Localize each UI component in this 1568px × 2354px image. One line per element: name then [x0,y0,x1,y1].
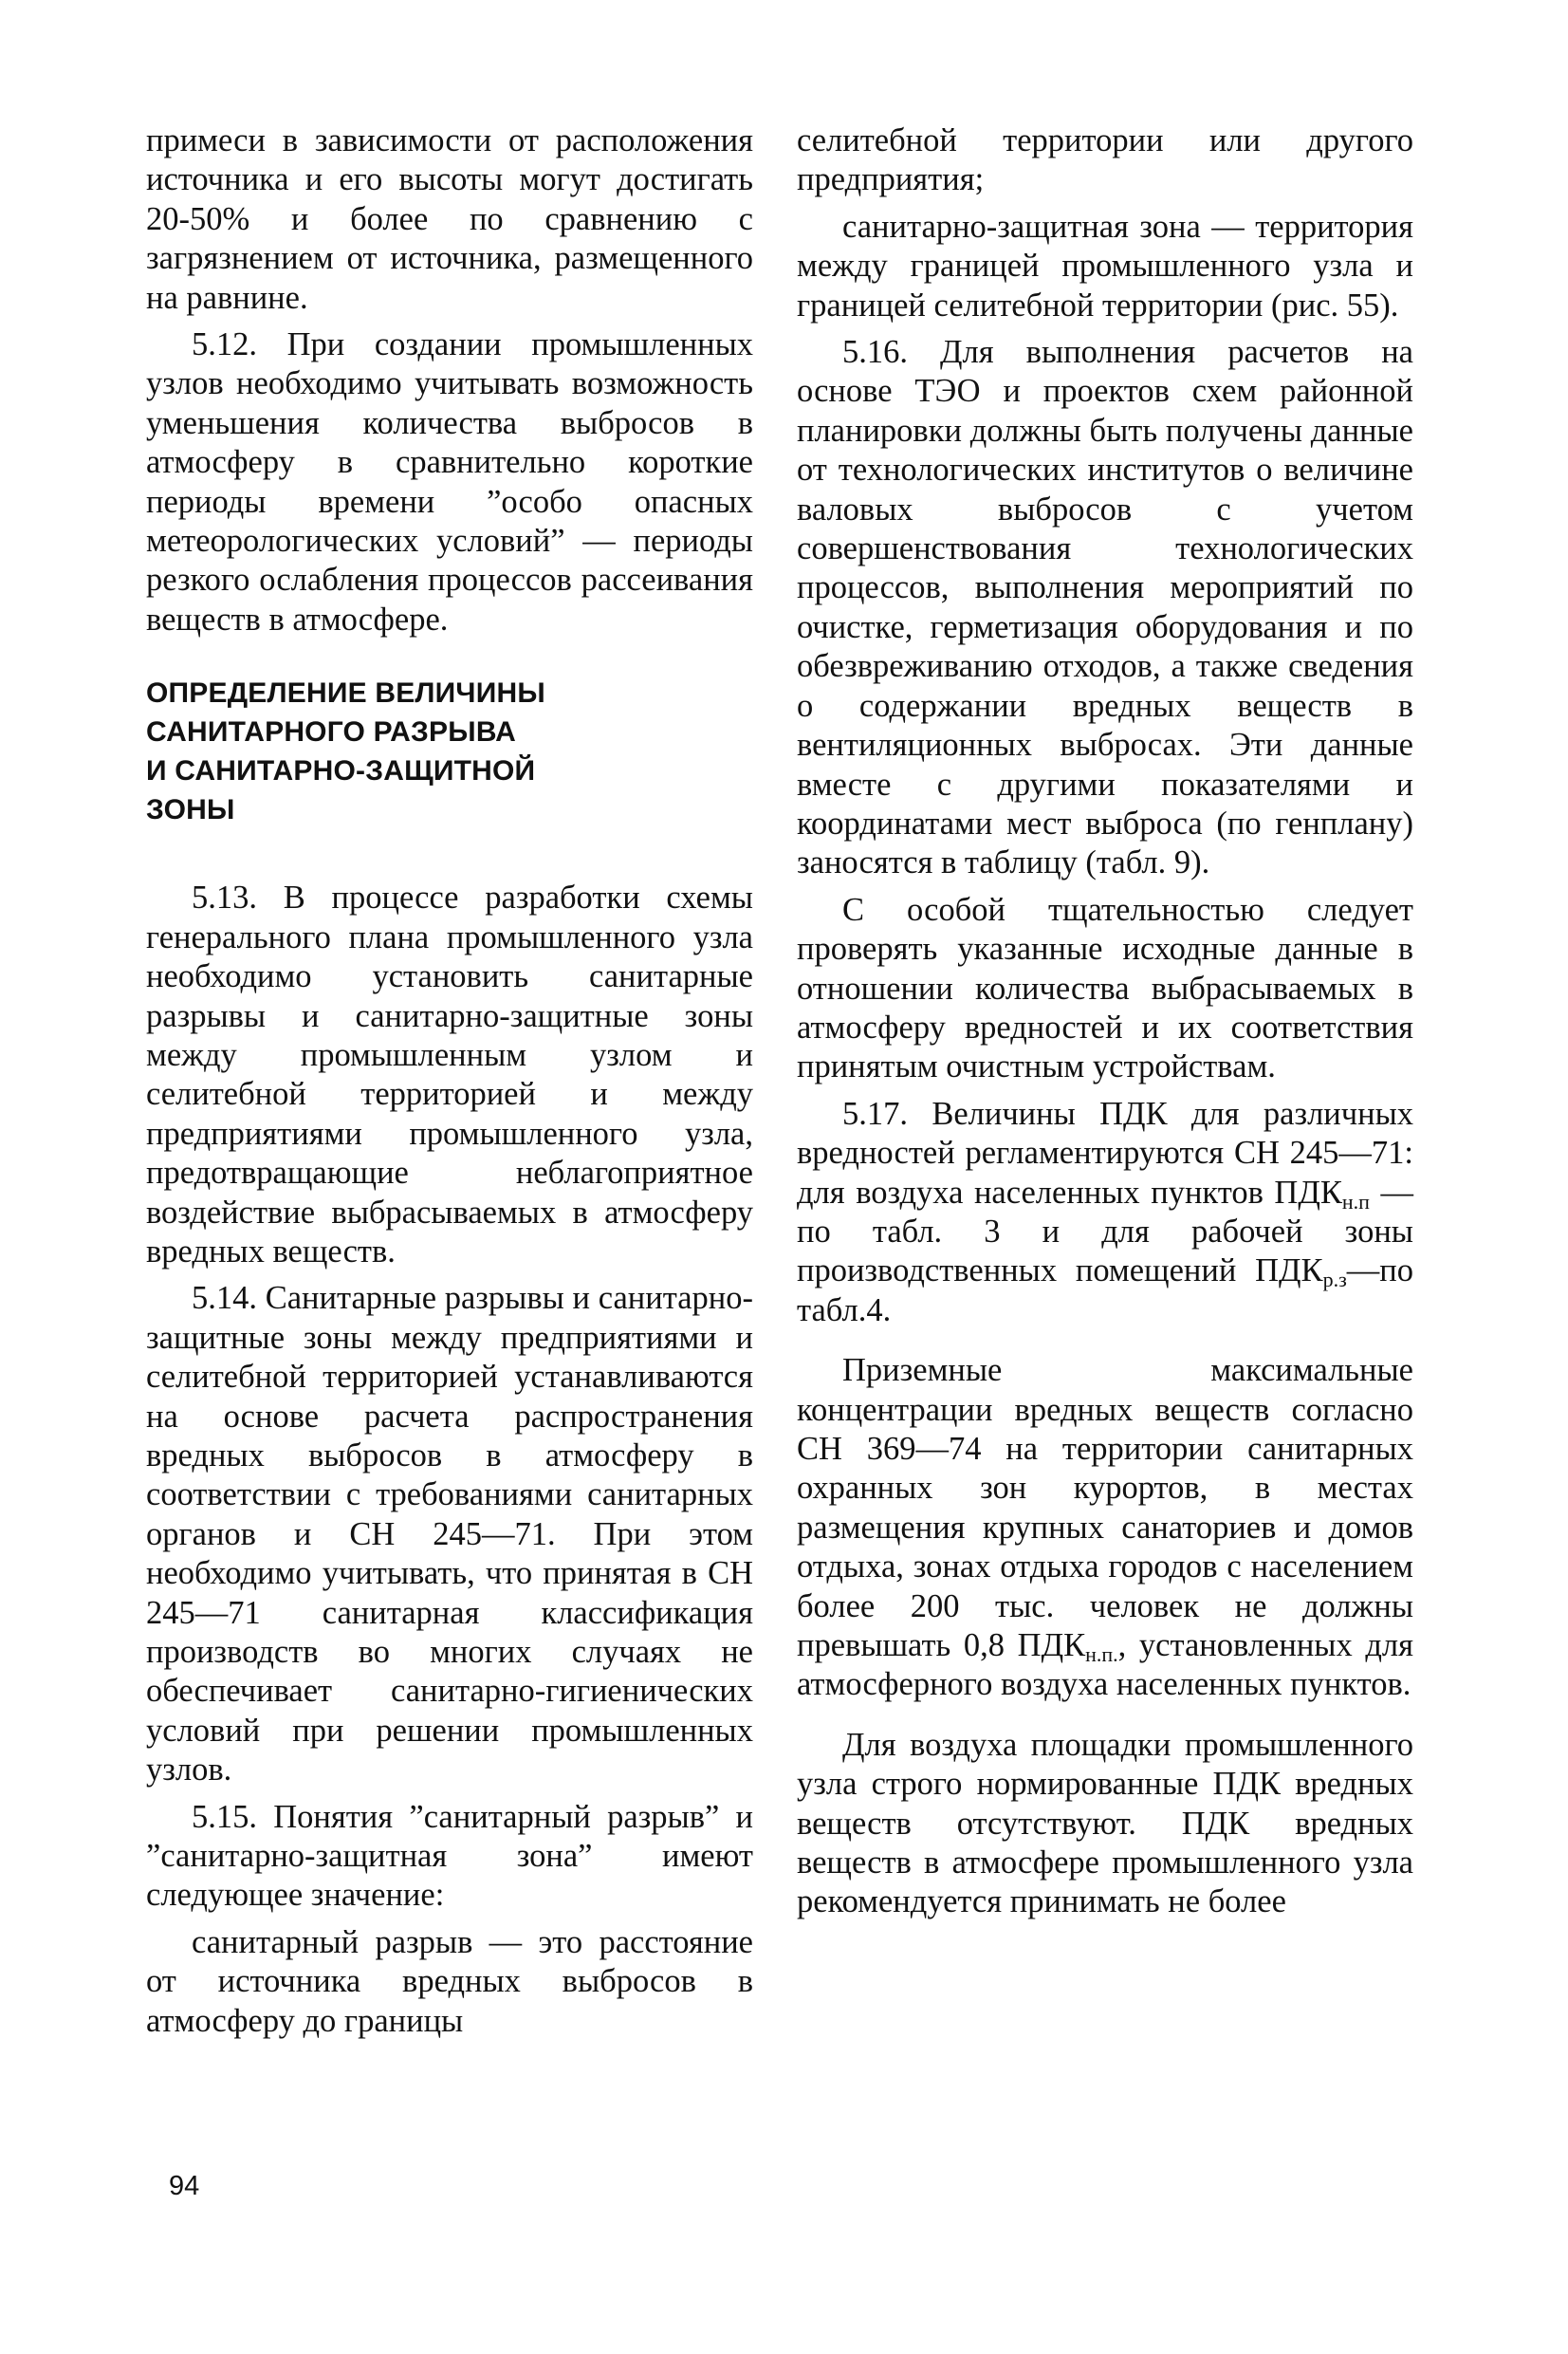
right-column [797,121,1413,1930]
paragraph-continuation: селитебной территории или другого предприятия; [797,122,1413,198]
paragraph-5-17-text-end: —по табл.4. [797,1252,1413,1328]
heading-line: И САНИТАРНО-ЗАЩИТНОЙ [146,755,536,788]
subscript-np-2: н.п. [1085,1642,1118,1667]
heading-line: ОПРЕДЕЛЕНИЕ ВЕЛИЧИНЫ [146,677,545,710]
paragraph-5-17-text: 5.17. Величины ПДК для различных вредностей регламентируются СН 245—71: для воздуха населенных пунктов ПДК [797,1095,1413,1211]
paragraph-definition-sanitary-gap: санитарный разрыв — это расстояние от источника вредных выбросов в атмосферу до границы [146,1923,753,2039]
paragraph-industrial-site-air: Для воздуха площадки промышленного узла строго нормированные ПДК вредных веществ отсутствуют. ПДК вредных веществ в атмосфере промышленного узла рекомендуется принимать не более [797,1726,1413,1920]
heading-line: ЗОНЫ [146,794,235,826]
paragraph-5-12: 5.12. При создании промышленных узлов необходимо учитывать возможность уменьшения количества выбросов в атмосферу в сравнительно короткие периоды времени ”особо опасных метеорологических условий” — периоды резкого ослабления процессов рассеивания веществ в атмосфере. [146,326,753,638]
paragraph-ground-text: Приземные максимальные концентрации вредных веществ согласно СН 369—74 на территории санитарных охранных зон курортов, в местах размещения крупных санаториев и домов отдыха, зонах отдыха городов с населением более 200 тыс. человек не должны превышать 0,8 ПДК [797,1352,1413,1664]
left-column [146,121,753,2048]
subscript-np: н.п [1341,1189,1370,1214]
section-heading [146,674,639,829]
paragraph-ground-text-end: , установленных для атмосферного воздуха населенных пунктов. [797,1627,1413,1703]
heading-line: САНИТАРНОГО РАЗРЫВА [146,716,517,749]
paragraph-5-15: 5.15. Понятия ”санитарный разрыв” и ”санитарно-защитная зона” имеют следующее значение: [146,1798,753,1914]
paragraph-continuation: примеси в зависимости от расположения источника и его высоты могут достигать 20-50% и более по сравнению с загрязнением от источника, размещенного на равнине. [146,122,753,316]
paragraph-5-13: 5.13. В процессе разработки схемы генерального плана промышленного узла необходимо установить санитарные разрывы и санитарно-защитные зоны между промышленным узлом и селитебной территорией и между предприятиями промышленного узла, предотвращающие неблагоприятное воздействие выбрасываемых в атмосферу вредных веществ. [146,880,753,1270]
paragraph-5-16: 5.16. Для выполнения расчетов на основе ТЭО и проектов схем районной планировки должны быть получены данные от технологических институтов о величине валовых выбросов с учетом совершенствования технологических процессов, выполнения мероприятий по очистке, герметизация оборудования и по обезвреживанию отходов, а также сведения о содержании вредных веществ в вентиляционных выбросах. Эти данные вместе с другими показателями и координатами мест выброса (по генплану) заносятся в таблицу (табл. 9). [797,334,1413,881]
paragraph-5-17-text-mid: — по табл. 3 и для рабочей зоны производственных помещений ПДК [797,1174,1414,1289]
paragraph-verification: С особой тщательностью следует проверять указанные исходные данные в отношении количества выбрасываемых в атмосферу вредностей и их соответствия принятым очистным устройствам. [797,891,1413,1085]
paragraph-ground-concentrations [797,1351,1413,1705]
subscript-rz: р.з [1322,1268,1347,1292]
paragraph-definition-protection-zone: санитарно-защитная зона — территория между границей промышленного узла и границей селитебной территории (рис. 55). [797,208,1413,324]
paragraph-5-17 [797,1095,1413,1330]
paragraph-5-14: 5.14. Санитарные разрывы и санитарно-защитные зоны между предприятиями и селитебной территорией устанавливаются на основе расчета распространения вредных выбросов в атмосферу в соответствии с требованиями санитарных органов и СН 245—71. При этом необходимо учитывать, что принятая в СН 245—71 санитарная классификация производств во многих случаях не обеспечивает санитарно-гигиенических условий при решении промышленных узлов. [146,1280,753,1789]
page-number: 94 [169,2171,200,2201]
